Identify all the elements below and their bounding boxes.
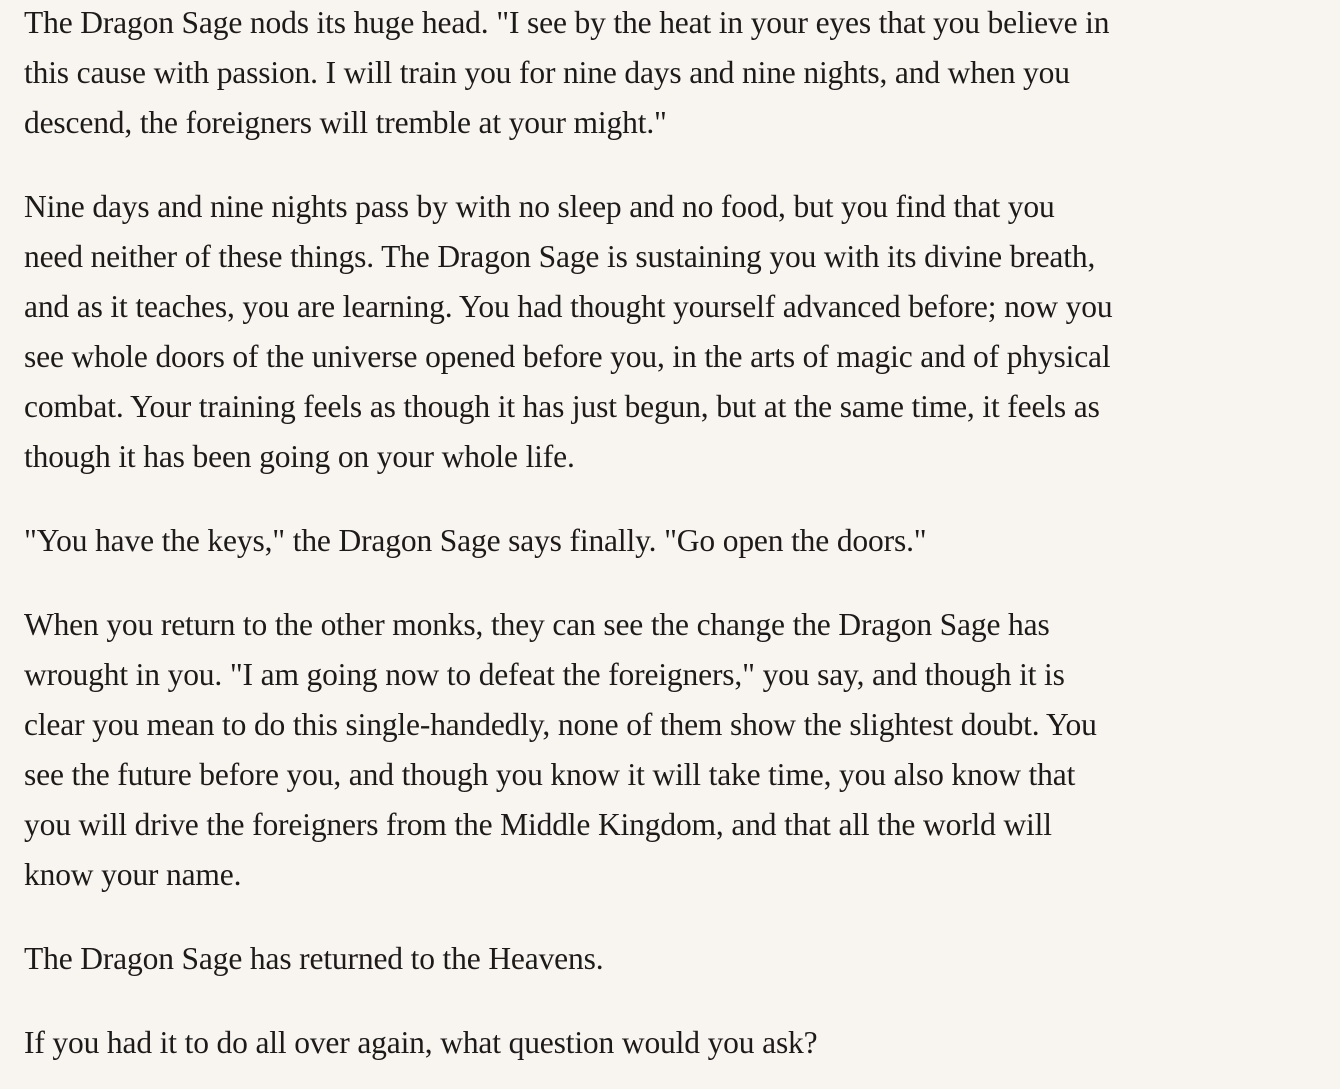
story-paragraph-keys: "You have the keys," the Dragon Sage says finally. "Go open the doors." xyxy=(24,523,927,558)
story-paragraph-dragon-sage-nods: The Dragon Sage nods its huge head. "I see by the heat in your eyes that you believe in this cause with passion. I will train you for nine days and nine nights, and when you descend, the foreigners will tremble at your might." xyxy=(24,5,1110,140)
story-text xyxy=(24,0,1340,1068)
story-paragraph-sage-returned: The Dragon Sage has returned to the Heavens. xyxy=(24,941,604,976)
story-paragraph-training: Nine days and nine nights pass by with no sleep and no food, but you find that you need neither of these things. The Dragon Sage is sustaining you with its divine breath, and as it teaches, you are learning. You had thought yourself advanced before; now you see whole doors of the universe opened before you, in the arts of magic and of physical combat. Your training feels as though it has just begun, but at the same time, it feels as though it has been going on your whole life. xyxy=(24,189,1113,474)
story-paragraph-return-to-monks: When you return to the other monks, they can see the change the Dragon Sage has wrought in you. "I am going now to defeat the foreigners," you say, and though it is clear you mean to do this single-handedly, none of them show the slightest doubt. You see the future before you, and though you know it will take time, you also know that you will drive the foreigners from the Middle Kingdom, and that all the world will know your name. xyxy=(24,607,1097,892)
story-question-prompt: If you had it to do all over again, what question would you ask? xyxy=(24,1025,818,1060)
